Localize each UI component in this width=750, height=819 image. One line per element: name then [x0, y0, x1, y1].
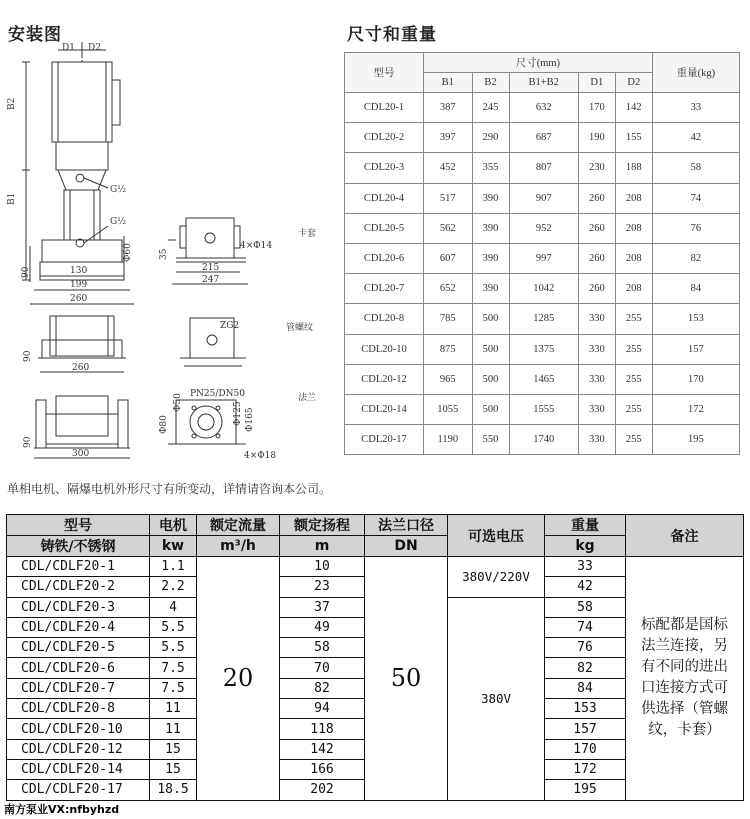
- dim-cell: 142: [615, 93, 652, 123]
- spec-cell-weight: 170: [545, 739, 626, 759]
- label-b2: B2: [7, 97, 17, 110]
- spec-cell-power: 11: [150, 699, 197, 719]
- dim-table-row: [345, 123, 740, 153]
- spec-cell-power: 1.1: [150, 557, 197, 577]
- dim-col-header: D1: [578, 73, 615, 93]
- spec-header-motor: 电机: [150, 515, 197, 536]
- dim-cell: 1375: [509, 334, 578, 364]
- dim-cell: 42: [652, 123, 739, 153]
- dim-header-weight: 重量(kg): [652, 53, 739, 93]
- spec-cell-model: CDL/CDLF20-1: [7, 557, 150, 577]
- spec-cell-weight: 58: [545, 597, 626, 617]
- dim-cell: 390: [472, 243, 509, 273]
- dimensions-title: 尺寸和重量: [347, 25, 437, 45]
- spec-cell-model: CDL/CDLF20-4: [7, 617, 150, 637]
- footer-watermark: 南方泵业VX:nfbyhzd: [4, 803, 120, 816]
- label-h80: Φ80: [159, 415, 169, 434]
- dim-col-header: B2: [472, 73, 509, 93]
- spec-cell-weight: 76: [545, 638, 626, 658]
- label-flange: 法兰: [298, 393, 317, 403]
- dim-cell: 390: [472, 274, 509, 304]
- spec-header-model-sub: 铸铁/不锈钢: [7, 536, 150, 557]
- spec-header-weight: 重量: [545, 515, 626, 536]
- dim-cell: 255: [615, 304, 652, 334]
- label-d60: Φ60: [123, 243, 133, 262]
- dim-cell: 74: [652, 183, 739, 213]
- dim-cell: 260: [578, 243, 615, 273]
- dim-cell: 875: [424, 334, 473, 364]
- dim-cell: 517: [424, 183, 473, 213]
- dim-cell: 1285: [509, 304, 578, 334]
- spec-cell-weight: 84: [545, 678, 626, 698]
- label-d125: Φ125: [233, 401, 243, 426]
- label-w300: 300: [72, 449, 90, 459]
- spec-cell-model: CDL/CDLF20-17: [7, 780, 150, 800]
- dim-cell-model: CDL20-4: [345, 183, 424, 213]
- spec-cell-power: 2.2: [150, 577, 197, 597]
- spec-cell-weight: 82: [545, 658, 626, 678]
- dim-cell: 153: [652, 304, 739, 334]
- dim-cell: 255: [615, 364, 652, 394]
- dim-cell: 397: [424, 123, 473, 153]
- spec-cell-voltage-single: 380V/220V: [448, 557, 545, 598]
- spec-cell-weight: 195: [545, 780, 626, 800]
- spec-header-weight-unit: kg: [545, 536, 626, 557]
- dim-cell: 390: [472, 183, 509, 213]
- spec-header-model: 型号: [7, 515, 150, 536]
- dim-cell: 387: [424, 93, 473, 123]
- spec-cell-head: 70: [280, 658, 365, 678]
- dim-cell: 33: [652, 93, 739, 123]
- label-w130: 130: [70, 266, 88, 276]
- dim-header-size: 尺寸(mm): [424, 53, 653, 73]
- dim-cell: 255: [615, 334, 652, 364]
- spec-cell-weight: 33: [545, 557, 626, 577]
- label-bolt2: 4×Φ18: [244, 451, 277, 461]
- label-h35: 35: [159, 248, 169, 260]
- dim-cell: 687: [509, 123, 578, 153]
- label-g-lower: G½: [110, 217, 126, 227]
- dim-table-row: [345, 183, 740, 213]
- dim-cell: 500: [472, 394, 509, 424]
- dim-cell: 157: [652, 334, 739, 364]
- spec-header-flange: 法兰口径: [365, 515, 448, 536]
- dim-cell: 170: [578, 93, 615, 123]
- dim-cell: 1042: [509, 274, 578, 304]
- dim-cell: 155: [615, 123, 652, 153]
- dim-cell: 188: [615, 153, 652, 183]
- dim-cell: 632: [509, 93, 578, 123]
- spec-cell-model: CDL/CDLF20-2: [7, 577, 150, 597]
- spec-cell-voltage-three: 380V: [448, 597, 545, 800]
- spec-cell-power: 11: [150, 719, 197, 739]
- spec-cell-model: CDL/CDLF20-12: [7, 739, 150, 759]
- dim-cell: 290: [472, 123, 509, 153]
- spec-cell-head: 142: [280, 739, 365, 759]
- spec-cell-model: CDL/CDLF20-7: [7, 678, 150, 698]
- dim-table-row: [345, 334, 740, 364]
- spec-cell-model: CDL/CDLF20-3: [7, 597, 150, 617]
- label-w247: 247: [202, 275, 220, 285]
- spec-cell-power: 15: [150, 759, 197, 779]
- spec-table-row: [7, 557, 744, 577]
- installation-drawing-svg: [0, 30, 340, 470]
- dim-cell: 1740: [509, 425, 578, 455]
- dim-cell: 452: [424, 153, 473, 183]
- spec-header-head: 额定扬程: [280, 515, 365, 536]
- dim-cell: 907: [509, 183, 578, 213]
- dim-cell: 260: [578, 183, 615, 213]
- dim-cell: 550: [472, 425, 509, 455]
- spec-header-remark: 备注: [626, 515, 744, 557]
- dim-cell: 952: [509, 213, 578, 243]
- spec-cell-power: 4: [150, 597, 197, 617]
- label-h90a: 90: [21, 266, 31, 278]
- dim-cell: 255: [615, 425, 652, 455]
- spec-cell-head: 94: [280, 699, 365, 719]
- thread-view: [38, 316, 246, 372]
- dim-cell: 807: [509, 153, 578, 183]
- dim-cell: 208: [615, 274, 652, 304]
- dim-col-header: D2: [615, 73, 652, 93]
- spec-cell-model: CDL/CDLF20-10: [7, 719, 150, 739]
- dim-cell: 1465: [509, 364, 578, 394]
- spec-cell-head: 10: [280, 557, 365, 577]
- spec-table-body: [7, 557, 744, 801]
- dim-table-row: [345, 425, 740, 455]
- label-d1: D1: [62, 43, 75, 53]
- dim-cell: 652: [424, 274, 473, 304]
- dim-table-body: [345, 93, 740, 455]
- label-w260a: 260: [70, 294, 88, 304]
- dim-cell: 785: [424, 304, 473, 334]
- pump-elevation: [22, 42, 134, 304]
- spec-cell-head: 58: [280, 638, 365, 658]
- dim-table-row: [345, 394, 740, 424]
- dim-table-row: [345, 274, 740, 304]
- dim-cell: 230: [578, 153, 615, 183]
- spec-cell-remark: 标配都是国标法兰连接，另有不同的进出口连接方式可供选择（管螺纹，卡套）: [626, 557, 744, 801]
- dim-cell-model: CDL20-2: [345, 123, 424, 153]
- dim-cell: 1190: [424, 425, 473, 455]
- install-title: 安装图: [8, 25, 62, 45]
- dim-cell: 245: [472, 93, 509, 123]
- dim-table-row: [345, 243, 740, 273]
- label-clamp: 卡套: [298, 229, 317, 239]
- spec-header-flow-unit: m³/h: [197, 536, 280, 557]
- dim-cell-model: CDL20-1: [345, 93, 424, 123]
- label-w199: 199: [70, 280, 88, 290]
- dim-cell-model: CDL20-3: [345, 153, 424, 183]
- spec-cell-weight: 157: [545, 719, 626, 739]
- dim-cell-model: CDL20-12: [345, 364, 424, 394]
- spec-cell-weight: 172: [545, 759, 626, 779]
- dim-cell: 172: [652, 394, 739, 424]
- label-w215: 215: [202, 263, 220, 273]
- dim-table-row: [345, 213, 740, 243]
- dim-cell: 84: [652, 274, 739, 304]
- spec-cell-head: 23: [280, 577, 365, 597]
- spec-cell-flow: 20: [197, 557, 280, 801]
- dim-cell: 208: [615, 213, 652, 243]
- dim-cell: 500: [472, 364, 509, 394]
- spec-table: [6, 514, 744, 801]
- spec-cell-head: 49: [280, 617, 365, 637]
- note-text: 单相电机、隔爆电机外形尺寸有所变动，详情请咨询本公司。: [7, 482, 332, 496]
- label-h90c: 90: [23, 436, 33, 448]
- dim-cell: 1055: [424, 394, 473, 424]
- label-bolt1: 4×Φ14: [240, 241, 273, 251]
- dim-col-header: B1: [424, 73, 473, 93]
- spec-cell-weight: 74: [545, 617, 626, 637]
- dim-cell: 500: [472, 304, 509, 334]
- spec-cell-power: 5.5: [150, 638, 197, 658]
- spec-cell-power: 7.5: [150, 678, 197, 698]
- dim-cell: 500: [472, 334, 509, 364]
- spec-cell-power: 15: [150, 739, 197, 759]
- dim-table-row: [345, 364, 740, 394]
- dim-cell: 330: [578, 394, 615, 424]
- dim-cell-model: CDL20-14: [345, 394, 424, 424]
- label-d2: D2: [88, 43, 101, 53]
- dim-table-row: [345, 93, 740, 123]
- dim-cell: 76: [652, 213, 739, 243]
- dim-cell-model: CDL20-7: [345, 274, 424, 304]
- label-zg2: ZG2: [220, 321, 240, 331]
- spec-header-voltage: 可选电压: [448, 515, 545, 557]
- dim-cell: 330: [578, 364, 615, 394]
- dim-cell: 607: [424, 243, 473, 273]
- dim-table-row: [345, 304, 740, 334]
- dim-cell: 390: [472, 213, 509, 243]
- spec-cell-weight: 153: [545, 699, 626, 719]
- dimensions-table: [344, 52, 740, 455]
- spec-header-motor-unit: kw: [150, 536, 197, 557]
- installation-drawing: [0, 30, 340, 470]
- spec-cell-power: 5.5: [150, 617, 197, 637]
- dim-cell: 195: [652, 425, 739, 455]
- label-g-upper: G½: [110, 185, 126, 195]
- spec-header-flow: 额定流量: [197, 515, 280, 536]
- label-h90b: 90: [23, 350, 33, 362]
- dim-cell-model: CDL20-6: [345, 243, 424, 273]
- spec-cell-weight: 42: [545, 577, 626, 597]
- dim-cell: 170: [652, 364, 739, 394]
- dim-cell-model: CDL20-8: [345, 304, 424, 334]
- dim-cell: 355: [472, 153, 509, 183]
- dim-cell: 255: [615, 394, 652, 424]
- spec-cell-model: CDL/CDLF20-14: [7, 759, 150, 779]
- dim-cell: 58: [652, 153, 739, 183]
- dim-col-header: B1+B2: [509, 73, 578, 93]
- dim-cell: 1555: [509, 394, 578, 424]
- dim-cell: 190: [578, 123, 615, 153]
- dim-cell: 208: [615, 243, 652, 273]
- spec-cell-power: 18.5: [150, 780, 197, 800]
- spec-cell-head: 166: [280, 759, 365, 779]
- label-thread: 管螺纹: [286, 323, 314, 333]
- label-w260b: 260: [72, 363, 90, 373]
- dim-cell: 82: [652, 243, 739, 273]
- dim-table-row: [345, 153, 740, 183]
- spec-cell-head: 202: [280, 780, 365, 800]
- dim-cell-model: CDL20-17: [345, 425, 424, 455]
- dim-cell: 260: [578, 213, 615, 243]
- spec-cell-flange: 50: [365, 557, 448, 801]
- dim-cell-model: CDL20-10: [345, 334, 424, 364]
- spec-cell-model: CDL/CDLF20-8: [7, 699, 150, 719]
- label-d50: Φ50: [173, 393, 183, 412]
- label-d165: Φ165: [245, 407, 255, 432]
- spec-cell-model: CDL/CDLF20-6: [7, 658, 150, 678]
- spec-cell-model: CDL/CDLF20-5: [7, 638, 150, 658]
- dim-cell: 330: [578, 334, 615, 364]
- spec-cell-head: 118: [280, 719, 365, 739]
- dim-cell: 965: [424, 364, 473, 394]
- dim-cell-model: CDL20-5: [345, 213, 424, 243]
- dim-cell: 330: [578, 304, 615, 334]
- spec-cell-head: 37: [280, 597, 365, 617]
- label-b1: B1: [7, 192, 17, 205]
- dim-cell: 260: [578, 274, 615, 304]
- spec-cell-power: 7.5: [150, 658, 197, 678]
- dim-cell: 997: [509, 243, 578, 273]
- dim-header-model: 型号: [345, 53, 424, 93]
- dim-cell: 562: [424, 213, 473, 243]
- flange-view: [34, 396, 246, 458]
- dim-cell: 330: [578, 425, 615, 455]
- label-pn: PN25/DN50: [190, 389, 245, 399]
- spec-header-flange-unit: DN: [365, 536, 448, 557]
- dim-cell: 208: [615, 183, 652, 213]
- spec-cell-head: 82: [280, 678, 365, 698]
- spec-header-head-unit: m: [280, 536, 365, 557]
